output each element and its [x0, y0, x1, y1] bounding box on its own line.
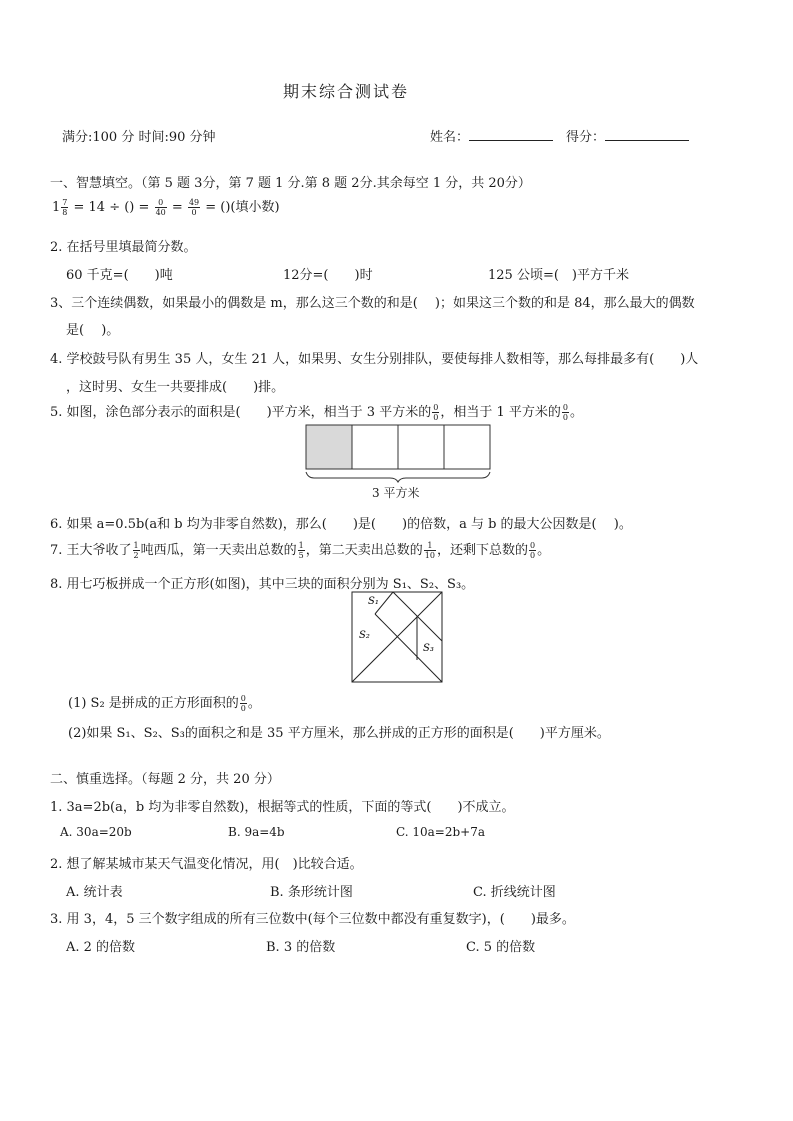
q7-text-e: 。	[537, 543, 551, 558]
q7-text-c: ，第二天卖出总数的	[305, 543, 423, 558]
q5-text-c: 。	[569, 405, 583, 420]
s2-q1-option-a[interactable]: A. 30a=20b	[60, 825, 132, 839]
q5-text-a: 5. 如图，涂色部分表示的面积是( )平方米，相当于 3 平方米的	[50, 405, 432, 420]
q5-cell	[352, 425, 398, 469]
q7-fraction-c: $\frac{1}{10}$	[424, 541, 435, 560]
q7-fraction-d: $\frac{0}{0}$	[529, 541, 536, 560]
name-field[interactable]	[430, 126, 553, 145]
score-blank[interactable]	[605, 140, 689, 141]
q7-text-a: 7. 王大爷收了	[50, 543, 132, 558]
s2-q1-option-c[interactable]: C. 10a=2b+7a	[396, 825, 486, 839]
q2-part-a: 60 千克=( )吨	[66, 268, 173, 283]
q5-fraction-a: $\frac{0}{0}$	[433, 403, 439, 422]
q1-mid2: =	[171, 200, 183, 215]
q1-mid1: = 14 ÷ () =	[73, 200, 150, 215]
q1-lead: 1	[52, 200, 61, 215]
q7-fraction-a: $\frac{1}{2}$	[133, 541, 139, 560]
question-7	[50, 539, 550, 560]
s2-question-2: 2. 想了解某城市某天气温变化情况，用( )比较合适。	[50, 857, 363, 872]
question-3-line1: 3、三个连续偶数，如果最小的偶数是 m，那么这三个数的和是( )；如果这三个数的和是 84，那么最大的偶数	[50, 296, 695, 311]
question-8-sub1	[68, 692, 261, 713]
section2-heading: 二、慎重选择。（每题 2 分，共 20 分）	[50, 772, 280, 787]
q5-shaded-cell	[306, 425, 352, 469]
name-blank[interactable]	[469, 140, 553, 141]
s2-question-1: 1. 3a=2b(a，b 均为非零自然数)，根据等式的性质，下面的等式( )不成立。	[50, 800, 515, 815]
q1-fraction-2: $\frac{0}{40}$	[155, 198, 166, 217]
q8-sub1-end: 。	[247, 696, 261, 711]
tangram-label-s3: S₃	[423, 643, 434, 654]
question-8: 8. 用七巧板拼成一个正方形(如图)，其中三块的面积分别为 S₁、S₂、S₃。	[50, 577, 475, 592]
q1-tail: = ()(填小数)	[205, 200, 280, 215]
s2-q3-option-a[interactable]: A. 2 的倍数	[66, 940, 136, 955]
q5-cell	[398, 425, 444, 469]
tangram-figure	[350, 590, 446, 686]
q2-part-c: 125 公顷=( )平方千米	[488, 268, 629, 283]
s2-q2-option-a[interactable]: A. 统计表	[66, 885, 123, 900]
score-label: 得分：	[566, 130, 606, 145]
q8-sub1-fraction: $\frac{0}{0}$	[240, 694, 246, 713]
question-8-sub2: (2)如果 S₁、S₂、S₃的面积之和是 35 平方厘米，那么拼成的正方形的面积是( )平方厘米。	[68, 726, 610, 741]
q1-fraction-1: $\frac{7}{8}$	[62, 198, 68, 217]
q2-part-b: 12分=( )时	[283, 268, 373, 283]
question-2: 2. 在括号里填最简分数。	[50, 240, 197, 255]
s2-q2-option-c[interactable]: C. 折线统计图	[473, 885, 556, 900]
q5-fraction-b: $\frac{0}{0}$	[562, 403, 568, 422]
q5-brace	[306, 472, 490, 482]
tangram-label-s1: S₁	[368, 596, 379, 607]
s2-q3-option-b[interactable]: B. 3 的倍数	[266, 940, 336, 955]
name-label: 姓名：	[430, 130, 470, 145]
q7-fraction-b: $\frac{1}{5}$	[298, 541, 304, 560]
q8-sub1-text: (1) S₂ 是拼成的正方形面积的	[68, 696, 239, 711]
full-score-info: 满分:100 分 时间:90 分钟	[62, 130, 216, 145]
q1-fraction-3: $\frac{49}{0}$	[188, 198, 200, 217]
question-6: 6. 如果 a=0.5b(a和 b 均为非零自然数)，那么( )是( )的倍数，a 与 b 的最大公因数是( )。	[50, 517, 632, 532]
q7-text-d: ，还剩下总数的	[436, 543, 528, 558]
page-title: 期末综合测试卷	[283, 82, 410, 101]
s2-question-3: 3. 用 3，4，5 三个数字组成的所有三位数中(每个三位数中都没有重复数字)，( )最多。	[50, 912, 575, 927]
score-field[interactable]	[566, 126, 689, 145]
tangram-label-s2: S₂	[359, 630, 370, 641]
s2-q1-option-b[interactable]: B. 9a=4b	[228, 825, 285, 839]
question-4-line2: ，这时男、女生一共要排成( )排。	[66, 380, 285, 395]
question-1	[52, 196, 280, 217]
q5-cell	[444, 425, 490, 469]
s2-q2-option-b[interactable]: B. 条形统计图	[270, 885, 353, 900]
q7-text-b: 吨西瓜，第一天卖出总数的	[140, 543, 297, 558]
question-5	[50, 401, 583, 422]
section1-heading: 一、智慧填空。（第 5 题 3分，第 7 题 1 分.第 8 题 2分.其余每空 1 分，共 20分）	[50, 176, 531, 191]
q5-text-b: ，相当于 1 平方米的	[440, 405, 561, 420]
q5-figure-label: 3 平方米	[372, 486, 420, 500]
question-4-line1: 4. 学校鼓号队有男生 35 人，女生 21 人，如果男、女生分别排队，要使每排人数相等，那么每排最多有( )人	[50, 352, 699, 367]
question-3-line2: 是( )。	[66, 323, 120, 338]
s2-q3-option-c[interactable]: C. 5 的倍数	[466, 940, 536, 955]
